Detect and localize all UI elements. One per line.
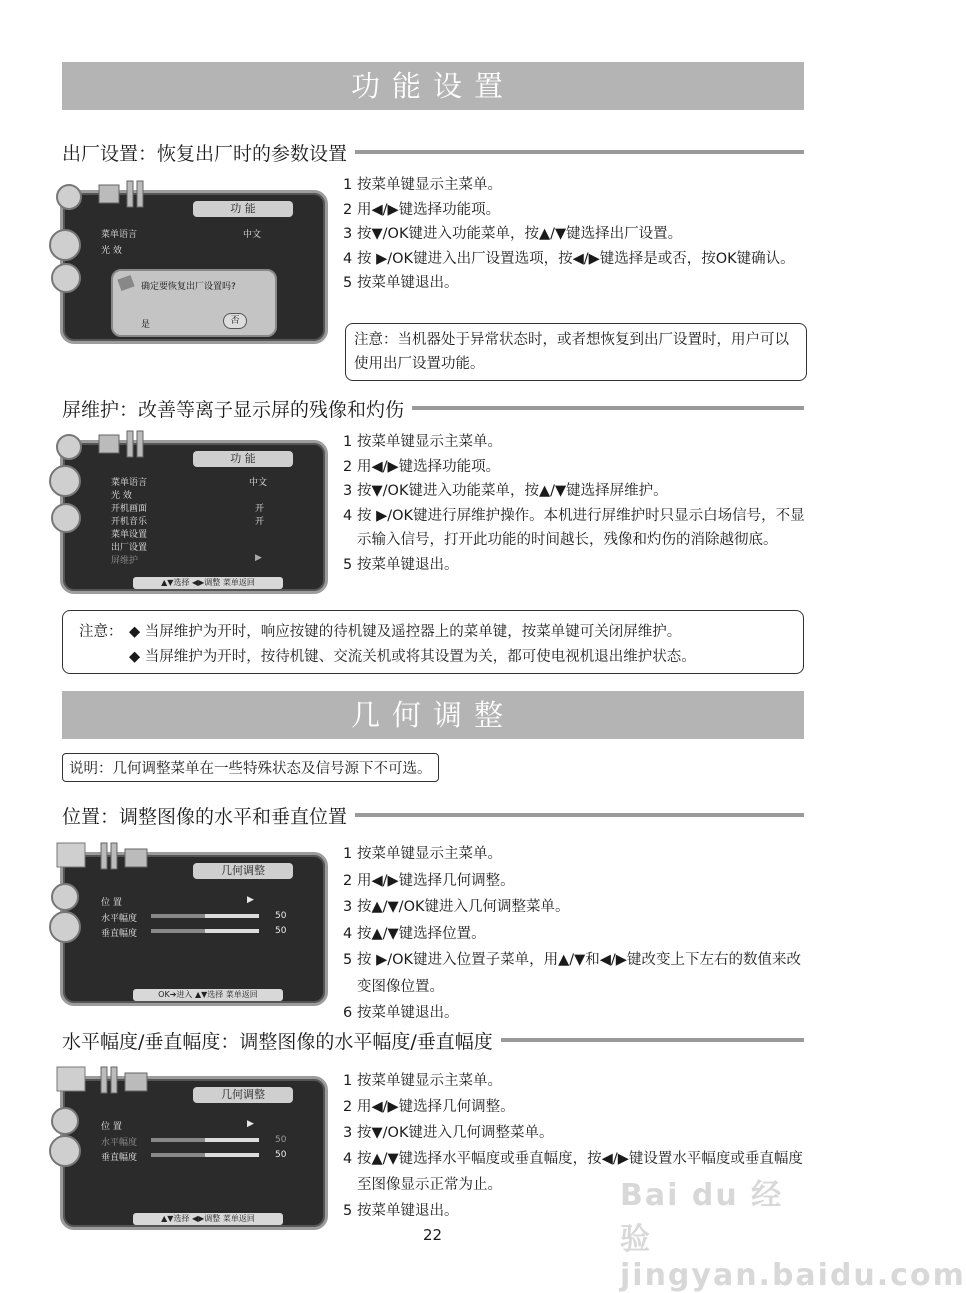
menu-row-label: 位 置 [101, 898, 122, 908]
menu-row-label: 水平幅度 [101, 1138, 138, 1148]
dialog-yes-button: 是 [141, 320, 151, 330]
watermark-text: Bai du 经验 jingyan.baidu.com [620, 1178, 966, 1293]
step-item: 3 按▼/OK键进入功能菜单，按▲/▼键选择出厂设置。 [343, 226, 683, 242]
settings-icon [51, 1107, 79, 1135]
step-item: 5 按菜单键退出。 [343, 275, 459, 291]
menu-footer: ▲▼选择 ◀▶调整 菜单返回 [133, 1213, 283, 1225]
menu-row-value: ▶ [255, 553, 262, 563]
menu-row-label: 菜单语言 [111, 478, 148, 488]
steps-factory-reset [343, 173, 805, 296]
menu-row-value: 中文 [249, 478, 268, 488]
title-rule [355, 150, 804, 154]
tv-menu-screenshot [60, 440, 328, 594]
vertical-size-slider [151, 929, 259, 933]
horizontal-size-slider [151, 1138, 259, 1142]
step-item: 1 按菜单键显示主菜单。 [343, 1073, 502, 1089]
section-banner-geometry: 几何调整 [62, 691, 804, 739]
section-title-text: 出厂设置：恢复出厂时的参数设置 [62, 142, 348, 165]
menu-title-bar: 几何调整 [193, 863, 293, 879]
note-line: ◆ 当屏维护为开时，响应按键的待机键及遥控器上的菜单键，按菜单键可关闭屏维护。 [129, 624, 682, 640]
menu-row-label: 菜单语言 [101, 230, 138, 240]
note-screen-maintenance [62, 610, 804, 674]
title-rule [355, 813, 804, 817]
menu-footer: ▲▼选择 ◀▶调整 菜单返回 [133, 577, 283, 589]
menu-row-label: 水平幅度 [101, 914, 138, 924]
menu-title-bar: 功 能 [193, 451, 293, 467]
menu-footer: OK➔进入 ▲▼选择 菜单返回 [133, 989, 283, 1001]
menu-title-bar: 功 能 [193, 201, 293, 217]
menu-row-label: 出厂设置 [111, 543, 148, 553]
step-item: 5 按菜单键退出。 [343, 1203, 459, 1219]
step-item: 3 按▼/OK键进入功能菜单，按▲/▼键选择屏维护。 [343, 483, 668, 499]
menu-icons [55, 179, 165, 219]
menu-icons [55, 1065, 165, 1105]
menu-icons [55, 841, 165, 881]
note-factory-reset: 注意：当机器处于异常状态时，或者想恢复到出厂设置时，用户可以使用出厂设置功能。 [345, 323, 807, 381]
step-item: 5 按 ▶/OK键进入位置子菜单，用▲/▼和◀/▶键改变上下左右的数值来改变图像位置。 [343, 952, 801, 995]
menu-row-value: ▶ [247, 895, 254, 905]
step-item: 3 按▲/▼/OK键进入几何调整菜单。 [343, 899, 570, 915]
menu-row-value: ▶ [247, 1119, 254, 1129]
vertical-size-slider [151, 1153, 259, 1157]
explain-note: 说明：几何调整菜单在一些特殊状态及信号源下不可选。 [62, 753, 439, 782]
search-icon [49, 229, 81, 261]
step-item: 1 按菜单键显示主菜单。 [343, 846, 502, 862]
steps-screen-maintenance [343, 430, 805, 577]
confirm-dialog [111, 269, 277, 337]
step-item: 2 用◀/▶键选择功能项。 [343, 458, 501, 475]
step-item: 4 按 ▶/OK键进入出厂设置选项，按◀/▶键选择是或否，按OK键确认。 [343, 250, 795, 267]
tv-menu-screenshot [60, 1076, 328, 1230]
menu-row-value: 50 [275, 1150, 287, 1160]
step-item: 2 用◀/▶键选择几何调整。 [343, 872, 515, 889]
menu-row-label: 菜单设置 [111, 530, 148, 540]
search-icon [49, 911, 81, 943]
menu-row-label: 垂直幅度 [101, 929, 138, 939]
menu-row-label: 光 效 [111, 491, 132, 501]
section-title-screen-maintenance [62, 395, 804, 421]
step-item: 5 按菜单键退出。 [343, 556, 459, 573]
step-item: 1 按菜单键显示主菜单。 [343, 177, 502, 193]
menu-row-value: 50 [275, 1135, 287, 1145]
section-title-factory-reset [62, 139, 804, 165]
section-title-position [62, 802, 804, 828]
section-title-size [62, 1027, 804, 1053]
menu-row-value: 开 [255, 517, 265, 527]
step-item: 3 按▼/OK键进入几何调整菜单。 [343, 1125, 554, 1141]
section-title-text: 位置：调整图像的水平和垂直位置 [62, 805, 348, 828]
menu-row-label: 开机音乐 [111, 517, 148, 527]
step-item: 4 按▲/▼键选择位置。 [343, 925, 486, 942]
menu-row-label: 开机画面 [111, 504, 148, 514]
dialog-no-button: 否 [223, 313, 247, 329]
tv-menu-screenshot [60, 852, 328, 1006]
step-item: 4 按 ▶/OK键进行屏维护操作。本机进行屏维护时只显示白场信号，不显示输入信号，打开此功能的时间越长，残像和灼伤的消除越彻底。 [343, 507, 805, 548]
steps-position [343, 841, 805, 1027]
horizontal-size-slider [151, 914, 259, 918]
tv-menu-screenshot [60, 190, 328, 344]
section-banner-function: 功能设置 [62, 62, 804, 110]
menu-row-label: 屏维护 [111, 556, 139, 566]
search-icon [49, 1135, 81, 1167]
menu-title-bar: 几何调整 [193, 1087, 293, 1103]
step-item: 6 按菜单键退出。 [343, 1005, 459, 1021]
section-title-text: 水平幅度/垂直幅度：调整图像的水平幅度/垂直幅度 [62, 1030, 493, 1053]
menu-row-value: 中文 [243, 230, 262, 240]
step-item: 2 用◀/▶键选择几何调整。 [343, 1099, 515, 1115]
menu-row-value: 50 [275, 911, 287, 921]
menu-row-label: 光 效 [101, 246, 122, 256]
title-rule [501, 1038, 804, 1042]
section-title-text: 屏维护：改善等离子显示屏的残像和灼伤 [62, 398, 405, 421]
step-item: 2 用◀/▶键选择功能项。 [343, 201, 501, 218]
note-label: 注意： [79, 624, 123, 640]
settings-icon [51, 883, 79, 911]
dialog-question: 确定要恢复出厂设置吗? [141, 282, 236, 292]
search-icon [49, 465, 81, 497]
title-rule [412, 406, 804, 410]
dialog-icon [117, 275, 134, 291]
menu-row-label: 位 置 [101, 1122, 122, 1132]
baidu-watermark [620, 1170, 966, 1293]
menu-row-label: 垂直幅度 [101, 1153, 138, 1163]
step-item: 4 按▲/▼键选择水平幅度或垂直幅度，按◀/▶键设置水平幅度或垂直幅度至图像显示正常为止。 [343, 1151, 803, 1193]
settings-icon [51, 503, 81, 533]
menu-icons [55, 429, 165, 469]
step-item: 1 按菜单键显示主菜单。 [343, 434, 502, 450]
menu-row-value: 50 [275, 926, 287, 936]
note-line: ◆ 当屏维护为开时，按待机键、交流关机或将其设置为关，都可使电视机退出维护状态。 [129, 649, 696, 665]
settings-icon [51, 263, 81, 293]
menu-row-value: 开 [255, 504, 265, 514]
page-number: 22 [423, 1226, 443, 1244]
